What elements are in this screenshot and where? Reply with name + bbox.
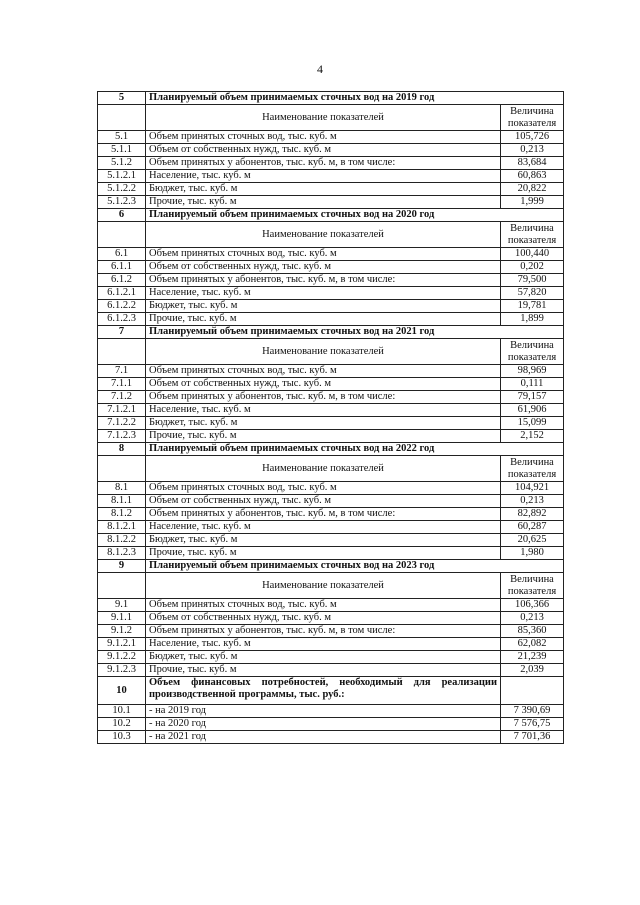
indicator-value: 0,213 (501, 612, 564, 625)
indicator-value: 2,152 (501, 430, 564, 443)
section-title: Планируемый объем принимаемых сточных вод на 2022 год (146, 443, 564, 456)
table-row (98, 261, 564, 274)
header-indicator-value: Величина показателя (501, 339, 564, 365)
table-row (98, 547, 564, 560)
indicator-name: Объем принятых сточных вод, тыс. куб. м (146, 131, 501, 144)
row-number: 10.2 (98, 718, 146, 731)
indicator-name: Объем от собственных нужд, тыс. куб. м (146, 378, 501, 391)
indicator-name: Объем принятых у абонентов, тыс. куб. м, в том числе: (146, 508, 501, 521)
row-number: 7.1.2 (98, 391, 146, 404)
column-header-row (98, 105, 564, 131)
header-blank-cell (98, 573, 146, 599)
table-row (98, 718, 564, 731)
indicator-name: - на 2019 год (146, 705, 501, 718)
table-row (98, 638, 564, 651)
row-number: 9.1.1 (98, 612, 146, 625)
indicator-name: - на 2021 год (146, 731, 501, 744)
indicator-value: 0,213 (501, 144, 564, 157)
table-row (98, 705, 564, 718)
row-number: 8.1.1 (98, 495, 146, 508)
indicator-value: 79,157 (501, 391, 564, 404)
indicator-value: 57,820 (501, 287, 564, 300)
row-number: 5.1.2.2 (98, 183, 146, 196)
header-indicator-value: Величина показателя (501, 573, 564, 599)
table-row (98, 404, 564, 417)
row-number: 5.1 (98, 131, 146, 144)
indicator-value: 19,781 (501, 300, 564, 313)
table-row (98, 300, 564, 313)
row-number: 5.1.2 (98, 157, 146, 170)
indicator-name: Объем от собственных нужд, тыс. куб. м (146, 495, 501, 508)
indicator-value: 79,500 (501, 274, 564, 287)
section-number: 6 (98, 209, 146, 222)
header-indicator-name: Наименование показателей (146, 222, 501, 248)
indicator-name: - на 2020 год (146, 718, 501, 731)
table-row (98, 508, 564, 521)
indicator-name: Бюджет, тыс. куб. м (146, 183, 501, 196)
indicator-value: 100,440 (501, 248, 564, 261)
table-row (98, 391, 564, 404)
table-row (98, 274, 564, 287)
table-row (98, 651, 564, 664)
section-number: 9 (98, 560, 146, 573)
header-indicator-name: Наименование показателей (146, 339, 501, 365)
row-number: 7.1.2.3 (98, 430, 146, 443)
table-row (98, 378, 564, 391)
column-header-row (98, 222, 564, 248)
section-title: Планируемый объем принимаемых сточных вод на 2019 год (146, 92, 564, 105)
indicator-value: 2,039 (501, 664, 564, 677)
indicator-value: 20,822 (501, 183, 564, 196)
indicator-name: Население, тыс. куб. м (146, 404, 501, 417)
indicator-value: 105,726 (501, 131, 564, 144)
table-row (98, 534, 564, 547)
indicator-value: 21,239 (501, 651, 564, 664)
indicator-name: Население, тыс. куб. м (146, 638, 501, 651)
indicator-name: Объем принятых у абонентов, тыс. куб. м, в том числе: (146, 274, 501, 287)
table-row (98, 430, 564, 443)
indicator-value: 62,082 (501, 638, 564, 651)
section-title-row (98, 443, 564, 456)
table-row (98, 170, 564, 183)
header-indicator-value: Величина показателя (501, 222, 564, 248)
indicator-name: Объем принятых сточных вод, тыс. куб. м (146, 482, 501, 495)
row-number: 9.1.2 (98, 625, 146, 638)
table-row (98, 731, 564, 744)
column-header-row (98, 456, 564, 482)
row-number: 8.1 (98, 482, 146, 495)
indicator-value: 104,921 (501, 482, 564, 495)
table-row (98, 157, 564, 170)
indicator-name: Объем принятых у абонентов, тыс. куб. м, в том числе: (146, 157, 501, 170)
row-number: 6.1.2.3 (98, 313, 146, 326)
column-header-row (98, 573, 564, 599)
indicator-name: Объем от собственных нужд, тыс. куб. м (146, 261, 501, 274)
table-row (98, 521, 564, 534)
header-blank-cell (98, 105, 146, 131)
header-indicator-name: Наименование показателей (146, 105, 501, 131)
column-header-row (98, 339, 564, 365)
indicator-value: 7 390,69 (501, 705, 564, 718)
row-number: 8.1.2.1 (98, 521, 146, 534)
indicator-value: 82,892 (501, 508, 564, 521)
row-number: 6.1.2 (98, 274, 146, 287)
table-row (98, 664, 564, 677)
indicator-name: Население, тыс. куб. м (146, 170, 501, 183)
production-program-table (97, 91, 564, 744)
indicator-name: Объем от собственных нужд, тыс. куб. м (146, 612, 501, 625)
section-number: 7 (98, 326, 146, 339)
header-blank-cell (98, 222, 146, 248)
indicator-value: 15,099 (501, 417, 564, 430)
table-row (98, 482, 564, 495)
indicator-name: Население, тыс. куб. м (146, 521, 501, 534)
indicator-value: 0,213 (501, 495, 564, 508)
table-row (98, 144, 564, 157)
row-number: 7.1 (98, 365, 146, 378)
section-title: Планируемый объем принимаемых сточных вод на 2021 год (146, 326, 564, 339)
indicator-value: 60,287 (501, 521, 564, 534)
indicator-value: 7 701,36 (501, 731, 564, 744)
row-number: 5.1.2.1 (98, 170, 146, 183)
indicator-name: Объем принятых сточных вод, тыс. куб. м (146, 365, 501, 378)
section-number: 10 (98, 677, 146, 705)
section-title-row (98, 209, 564, 222)
indicator-value: 0,202 (501, 261, 564, 274)
indicator-value: 60,863 (501, 170, 564, 183)
page-number: 4 (317, 62, 323, 76)
section-number: 5 (98, 92, 146, 105)
indicator-name: Объем принятых у абонентов, тыс. куб. м, в том числе: (146, 391, 501, 404)
row-number: 7.1.1 (98, 378, 146, 391)
header-blank-cell (98, 456, 146, 482)
header-blank-cell (98, 339, 146, 365)
row-number: 6.1.2.2 (98, 300, 146, 313)
section-title-row (98, 560, 564, 573)
table-row (98, 131, 564, 144)
row-number: 6.1.2.1 (98, 287, 146, 300)
row-number: 9.1 (98, 599, 146, 612)
row-number: 8.1.2.3 (98, 547, 146, 560)
row-number: 8.1.2.2 (98, 534, 146, 547)
indicator-value: 61,906 (501, 404, 564, 417)
blank-value-cell (501, 677, 564, 705)
row-number: 9.1.2.2 (98, 651, 146, 664)
table-row (98, 196, 564, 209)
indicator-value: 1,899 (501, 313, 564, 326)
section-title: Объем финансовых потребностей, необходимый для реализации производственной программы, тыс. руб.: (146, 677, 501, 705)
indicator-name: Бюджет, тыс. куб. м (146, 534, 501, 547)
indicator-name: Население, тыс. куб. м (146, 287, 501, 300)
section-title: Планируемый объем принимаемых сточных вод на 2023 год (146, 560, 564, 573)
section-title-row (98, 92, 564, 105)
indicator-name: Бюджет, тыс. куб. м (146, 651, 501, 664)
table-row (98, 599, 564, 612)
row-number: 9.1.2.1 (98, 638, 146, 651)
indicator-name: Прочие, тыс. куб. м (146, 547, 501, 560)
table-row (98, 625, 564, 638)
table-row (98, 365, 564, 378)
indicator-name: Прочие, тыс. куб. м (146, 313, 501, 326)
row-number: 5.1.1 (98, 144, 146, 157)
header-indicator-name: Наименование показателей (146, 456, 501, 482)
indicator-name: Объем принятых у абонентов, тыс. куб. м, в том числе: (146, 625, 501, 638)
row-number: 10.3 (98, 731, 146, 744)
header-indicator-value: Величина показателя (501, 105, 564, 131)
indicator-value: 1,980 (501, 547, 564, 560)
row-number: 5.1.2.3 (98, 196, 146, 209)
indicator-value: 83,684 (501, 157, 564, 170)
row-number: 6.1 (98, 248, 146, 261)
indicator-value: 106,366 (501, 599, 564, 612)
section-title-row (98, 326, 564, 339)
indicator-name: Прочие, тыс. куб. м (146, 664, 501, 677)
row-number: 6.1.1 (98, 261, 146, 274)
indicator-value: 7 576,75 (501, 718, 564, 731)
indicator-name: Объем от собственных нужд, тыс. куб. м (146, 144, 501, 157)
indicator-name: Бюджет, тыс. куб. м (146, 300, 501, 313)
section-title-row (98, 677, 564, 705)
row-number: 8.1.2 (98, 508, 146, 521)
section-number: 8 (98, 443, 146, 456)
row-number: 7.1.2.2 (98, 417, 146, 430)
row-number: 9.1.2.3 (98, 664, 146, 677)
indicator-value: 98,969 (501, 365, 564, 378)
table-row (98, 495, 564, 508)
table-row (98, 183, 564, 196)
row-number: 7.1.2.1 (98, 404, 146, 417)
indicator-value: 20,625 (501, 534, 564, 547)
indicator-value: 1,999 (501, 196, 564, 209)
table-row (98, 313, 564, 326)
indicator-name: Объем принятых сточных вод, тыс. куб. м (146, 248, 501, 261)
row-number: 10.1 (98, 705, 146, 718)
header-indicator-name: Наименование показателей (146, 573, 501, 599)
table-body (98, 92, 564, 744)
table-row (98, 248, 564, 261)
indicator-value: 85,360 (501, 625, 564, 638)
table-row (98, 612, 564, 625)
indicator-name: Прочие, тыс. куб. м (146, 196, 501, 209)
section-title: Планируемый объем принимаемых сточных вод на 2020 год (146, 209, 564, 222)
indicator-value: 0,111 (501, 378, 564, 391)
indicator-name: Прочие, тыс. куб. м (146, 430, 501, 443)
header-indicator-value: Величина показателя (501, 456, 564, 482)
table-row (98, 287, 564, 300)
table-row (98, 417, 564, 430)
indicator-name: Бюджет, тыс. куб. м (146, 417, 501, 430)
indicator-name: Объем принятых сточных вод, тыс. куб. м (146, 599, 501, 612)
